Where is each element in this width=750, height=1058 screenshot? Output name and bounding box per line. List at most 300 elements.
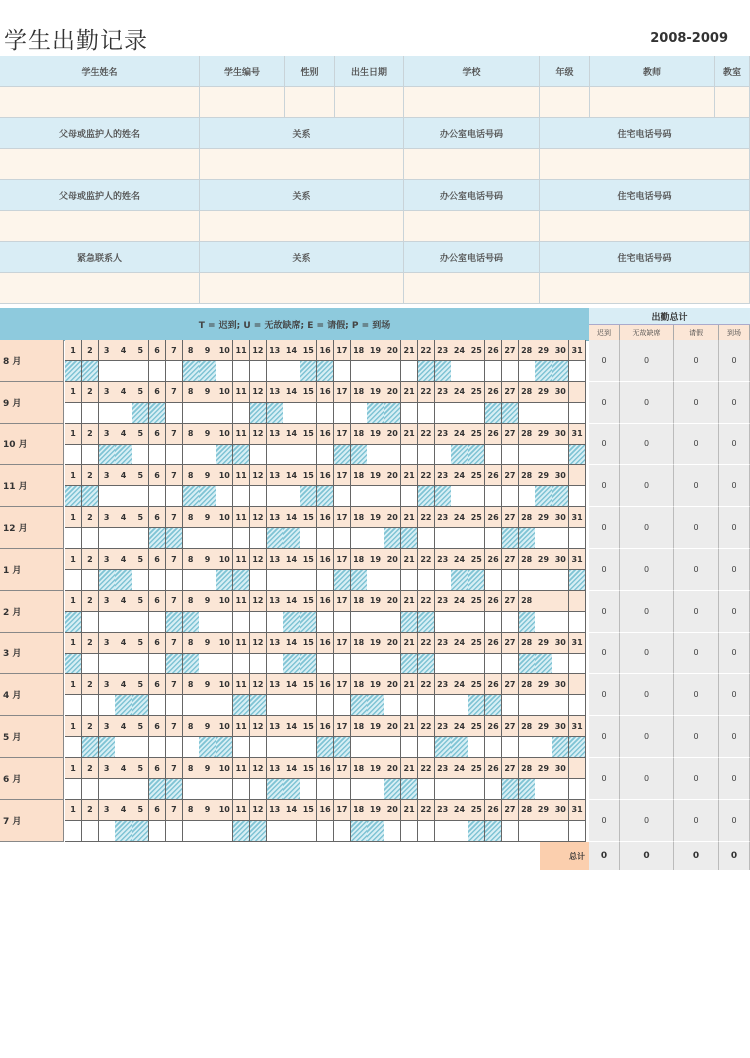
attendance-entry-cell[interactable] (502, 445, 519, 466)
day-number: 2 (82, 758, 99, 779)
attendance-entry-cell[interactable] (351, 361, 368, 382)
attendance-entry-cell[interactable] (132, 654, 149, 675)
attendance-entry-cell[interactable] (149, 486, 166, 507)
attendance-entry-cell[interactable] (132, 779, 149, 800)
info-value-field[interactable] (0, 273, 200, 304)
attendance-entry-cell[interactable] (199, 779, 216, 800)
attendance-entry-cell[interactable] (82, 779, 99, 800)
attendance-entry-cell[interactable] (149, 612, 166, 633)
attendance-entry-cell[interactable] (183, 695, 200, 716)
attendance-entry-cell[interactable] (519, 445, 536, 466)
attendance-entry-cell[interactable] (519, 361, 536, 382)
attendance-entry-cell[interactable] (351, 486, 368, 507)
attendance-entry-cell[interactable] (317, 403, 334, 424)
attendance-entry-cell[interactable] (317, 528, 334, 549)
attendance-entry-cell[interactable] (468, 612, 485, 633)
attendance-entry-cell[interactable] (99, 654, 116, 675)
attendance-entry-cell[interactable] (552, 821, 569, 842)
attendance-entry-cell[interactable] (367, 654, 384, 675)
attendance-entry-cell[interactable] (65, 570, 82, 591)
attendance-entry-cell[interactable] (485, 570, 502, 591)
attendance-entry-cell[interactable] (149, 821, 166, 842)
attendance-entry-cell[interactable] (519, 695, 536, 716)
attendance-entry-cell[interactable] (468, 486, 485, 507)
day-number: 10 (216, 800, 233, 821)
info-value-field[interactable] (200, 87, 285, 118)
attendance-entry-cell[interactable] (367, 486, 384, 507)
attendance-entry-cell[interactable] (283, 403, 300, 424)
attendance-entry-cell[interactable] (384, 445, 401, 466)
attendance-entry-cell[interactable] (351, 737, 368, 758)
info-value-field[interactable] (200, 273, 404, 304)
day-number: 6 (149, 507, 166, 528)
attendance-entry-cell[interactable] (115, 737, 132, 758)
info-value-field[interactable] (540, 149, 750, 180)
attendance-entry-cell[interactable] (216, 361, 233, 382)
attendance-entry-cell[interactable] (485, 779, 502, 800)
weekend-day-cell (115, 695, 132, 716)
attendance-entry-cell[interactable] (535, 528, 552, 549)
attendance-entry-cell[interactable] (468, 361, 485, 382)
attendance-entry-cell[interactable] (132, 445, 149, 466)
attendance-entry-cell[interactable] (334, 695, 351, 716)
day-number: 16 (317, 716, 334, 737)
attendance-entry-cell[interactable] (99, 528, 116, 549)
attendance-entry-cell[interactable] (451, 528, 468, 549)
attendance-entry-cell[interactable] (485, 486, 502, 507)
attendance-entry-cell[interactable] (99, 403, 116, 424)
attendance-entry-cell[interactable] (283, 361, 300, 382)
attendance-entry-cell[interactable] (384, 654, 401, 675)
attendance-entry-cell[interactable] (166, 361, 183, 382)
attendance-entry-cell[interactable] (149, 654, 166, 675)
attendance-entry-cell[interactable] (300, 737, 317, 758)
attendance-entry-cell[interactable] (65, 445, 82, 466)
attendance-entry-cell[interactable] (283, 445, 300, 466)
attendance-entry-cell[interactable] (166, 821, 183, 842)
attendance-entry-cell[interactable] (267, 695, 284, 716)
attendance-entry-cell[interactable] (535, 403, 552, 424)
attendance-entry-cell[interactable] (384, 570, 401, 591)
info-value-field[interactable] (335, 87, 404, 118)
info-value-field[interactable] (540, 211, 750, 242)
attendance-entry-cell[interactable] (183, 528, 200, 549)
day-number: 10 (216, 549, 233, 570)
attendance-entry-cell[interactable] (233, 779, 250, 800)
attendance-entry-cell[interactable] (166, 445, 183, 466)
attendance-entry-cell[interactable] (166, 570, 183, 591)
attendance-entry-cell[interactable] (250, 445, 267, 466)
attendance-entry-cell[interactable] (267, 445, 284, 466)
attendance-entry-cell[interactable] (535, 737, 552, 758)
attendance-entry-cell[interactable] (418, 821, 435, 842)
attendance-entry-cell[interactable] (82, 528, 99, 549)
attendance-entry-cell[interactable] (418, 528, 435, 549)
attendance-entry-cell[interactable] (233, 486, 250, 507)
info-value-field[interactable] (0, 87, 200, 118)
attendance-entry-cell[interactable] (99, 695, 116, 716)
attendance-entry-cell[interactable] (485, 612, 502, 633)
attendance-entry-cell[interactable] (65, 528, 82, 549)
attendance-entry-cell[interactable] (183, 737, 200, 758)
attendance-entry-cell[interactable] (283, 486, 300, 507)
attendance-entry-cell[interactable] (82, 695, 99, 716)
attendance-entry-cell[interactable] (485, 361, 502, 382)
attendance-entry-cell[interactable] (132, 528, 149, 549)
attendance-entry-cell[interactable] (334, 821, 351, 842)
attendance-entry-cell[interactable] (115, 528, 132, 549)
attendance-entry-cell[interactable] (132, 361, 149, 382)
attendance-entry-cell[interactable] (451, 361, 468, 382)
attendance-entry-cell[interactable] (334, 486, 351, 507)
attendance-entry-cell[interactable] (283, 695, 300, 716)
attendance-entry-cell[interactable] (451, 403, 468, 424)
attendance-entry-cell[interactable] (418, 779, 435, 800)
attendance-entry-cell[interactable] (65, 403, 82, 424)
attendance-entry-cell[interactable] (535, 821, 552, 842)
attendance-entry-cell[interactable] (451, 486, 468, 507)
attendance-entry-cell[interactable] (485, 654, 502, 675)
info-value-row (0, 273, 750, 304)
day-number: 3 (99, 800, 116, 821)
attendance-entry-cell[interactable] (485, 737, 502, 758)
attendance-entry-cell[interactable] (367, 361, 384, 382)
attendance-entry-cell[interactable] (401, 821, 418, 842)
attendance-entry-cell[interactable] (99, 779, 116, 800)
attendance-entry-cell[interactable] (300, 403, 317, 424)
attendance-entry-cell[interactable] (401, 445, 418, 466)
attendance-entry-cell[interactable] (384, 821, 401, 842)
attendance-entry-cell[interactable] (367, 737, 384, 758)
attendance-entry-cell[interactable] (384, 361, 401, 382)
attendance-entry-cell[interactable] (317, 695, 334, 716)
attendance-entry-cell[interactable] (435, 695, 452, 716)
attendance-entry-cell[interactable] (535, 570, 552, 591)
attendance-entry-cell[interactable] (552, 528, 569, 549)
attendance-entry-cell[interactable] (199, 612, 216, 633)
attendance-entry-cell[interactable] (183, 445, 200, 466)
attendance-entry-cell[interactable] (468, 654, 485, 675)
attendance-entry-cell[interactable] (216, 528, 233, 549)
info-value-field[interactable] (404, 149, 540, 180)
info-value-field[interactable] (0, 211, 200, 242)
attendance-entry-cell[interactable] (199, 528, 216, 549)
attendance-entry-cell[interactable] (502, 737, 519, 758)
attendance-entry-cell[interactable] (451, 821, 468, 842)
attendance-entry-cell[interactable] (468, 403, 485, 424)
attendance-entry-cell[interactable] (418, 403, 435, 424)
attendance-entry-cell[interactable] (519, 821, 536, 842)
attendance-entry-cell[interactable] (317, 654, 334, 675)
attendance-entry-cell[interactable] (367, 528, 384, 549)
attendance-entry-cell[interactable] (149, 570, 166, 591)
attendance-entry-cell[interactable] (317, 570, 334, 591)
attendance-entry-cell[interactable] (250, 361, 267, 382)
attendance-entry-cell[interactable] (351, 654, 368, 675)
attendance-entry-cell[interactable] (99, 612, 116, 633)
attendance-entry-cell[interactable] (351, 403, 368, 424)
attendance-entry-cell[interactable] (418, 737, 435, 758)
attendance-entry-cell[interactable] (435, 612, 452, 633)
attendance-entry-cell[interactable] (317, 612, 334, 633)
attendance-entry-cell[interactable] (250, 779, 267, 800)
attendance-entry-cell[interactable] (485, 528, 502, 549)
attendance-entry-cell[interactable] (569, 528, 586, 549)
attendance-entry-cell[interactable] (435, 779, 452, 800)
attendance-entry-cell[interactable] (300, 570, 317, 591)
attendance-entry-cell[interactable] (216, 486, 233, 507)
info-value-field[interactable] (540, 273, 750, 304)
attendance-entry-cell[interactable] (334, 779, 351, 800)
attendance-entry-cell[interactable] (250, 654, 267, 675)
attendance-entry-cell[interactable] (468, 737, 485, 758)
attendance-entry-cell[interactable] (435, 403, 452, 424)
attendance-entry-cell[interactable] (149, 695, 166, 716)
day-number: 13 (267, 424, 284, 445)
attendance-entry-cell[interactable] (149, 361, 166, 382)
attendance-entry-cell[interactable] (233, 654, 250, 675)
attendance-entry-cell[interactable] (115, 486, 132, 507)
attendance-entry-cell[interactable] (367, 612, 384, 633)
attendance-entry-cell[interactable] (267, 361, 284, 382)
day-number: 21 (401, 340, 418, 361)
attendance-entry-cell[interactable] (401, 737, 418, 758)
attendance-entry-cell[interactable] (451, 612, 468, 633)
attendance-entry-cell[interactable] (149, 737, 166, 758)
attendance-entry-cell[interactable] (451, 654, 468, 675)
attendance-entry-cell[interactable] (401, 570, 418, 591)
day-number: 9 (199, 382, 216, 403)
attendance-entry-cell[interactable] (283, 821, 300, 842)
attendance-entry-cell[interactable] (216, 403, 233, 424)
attendance-entry-cell[interactable] (149, 445, 166, 466)
attendance-entry-cell[interactable] (267, 486, 284, 507)
attendance-entry-cell[interactable] (300, 528, 317, 549)
attendance-entry-cell[interactable] (233, 612, 250, 633)
attendance-entry-cell[interactable] (183, 570, 200, 591)
attendance-entry-cell[interactable] (82, 570, 99, 591)
attendance-entry-cell[interactable] (317, 779, 334, 800)
attendance-entry-cell[interactable] (519, 403, 536, 424)
attendance-entry-cell[interactable] (65, 821, 82, 842)
info-value-field[interactable] (404, 273, 540, 304)
attendance-entry-cell[interactable] (384, 486, 401, 507)
info-value-field[interactable] (0, 149, 200, 180)
attendance-entry-cell[interactable] (334, 612, 351, 633)
attendance-entry-cell[interactable] (552, 403, 569, 424)
attendance-entry-cell[interactable] (267, 612, 284, 633)
attendance-entry-cell[interactable] (384, 737, 401, 758)
attendance-entry-cell[interactable] (65, 779, 82, 800)
attendance-entry-cell[interactable] (535, 695, 552, 716)
attendance-entry-cell[interactable] (115, 361, 132, 382)
attendance-entry-cell[interactable] (569, 821, 586, 842)
attendance-entry-cell[interactable] (115, 654, 132, 675)
attendance-entry-cell[interactable] (569, 654, 586, 675)
attendance-entry-cell[interactable] (132, 612, 149, 633)
attendance-entry-cell[interactable] (115, 779, 132, 800)
attendance-entry-cell[interactable] (317, 445, 334, 466)
attendance-entry-cell[interactable] (267, 654, 284, 675)
attendance-entry-cell[interactable] (468, 528, 485, 549)
attendance-entry-cell[interactable] (250, 486, 267, 507)
attendance-entry-cell[interactable] (99, 361, 116, 382)
attendance-entry-cell[interactable] (82, 821, 99, 842)
attendance-entry-cell[interactable] (334, 654, 351, 675)
info-value-field[interactable] (404, 87, 540, 118)
attendance-entry-cell[interactable] (199, 570, 216, 591)
attendance-entry-cell[interactable] (250, 612, 267, 633)
weekend-day-cell (199, 486, 216, 507)
attendance-entry-cell[interactable] (183, 821, 200, 842)
attendance-entry-cell[interactable] (552, 695, 569, 716)
attendance-entry-cell[interactable] (233, 361, 250, 382)
attendance-entry-cell[interactable] (132, 737, 149, 758)
attendance-entry-cell[interactable] (535, 445, 552, 466)
attendance-entry-cell[interactable] (82, 654, 99, 675)
attendance-entry-cell[interactable] (166, 486, 183, 507)
attendance-entry-cell[interactable] (115, 403, 132, 424)
attendance-entry-cell[interactable] (216, 695, 233, 716)
attendance-entry-cell[interactable] (267, 821, 284, 842)
attendance-entry-cell[interactable] (401, 486, 418, 507)
attendance-entry-cell[interactable] (435, 445, 452, 466)
attendance-entry-cell[interactable] (233, 528, 250, 549)
attendance-entry-cell[interactable] (451, 779, 468, 800)
attendance-entry-cell[interactable] (300, 779, 317, 800)
attendance-entry-cell[interactable] (384, 612, 401, 633)
attendance-entry-cell[interactable] (384, 695, 401, 716)
attendance-entry-cell[interactable] (82, 612, 99, 633)
attendance-entry-cell[interactable] (82, 403, 99, 424)
weekend-day-cell (216, 445, 233, 466)
attendance-entry-cell[interactable] (502, 361, 519, 382)
attendance-entry-cell[interactable] (435, 654, 452, 675)
attendance-entry-cell[interactable] (502, 486, 519, 507)
attendance-entry-cell[interactable] (401, 695, 418, 716)
attendance-entry-cell[interactable] (216, 612, 233, 633)
info-value-field[interactable] (200, 211, 404, 242)
attendance-entry-cell[interactable] (502, 612, 519, 633)
attendance-entry-cell[interactable] (351, 528, 368, 549)
attendance-entry-cell[interactable] (300, 445, 317, 466)
attendance-entry-cell[interactable] (418, 695, 435, 716)
attendance-entry-cell[interactable] (233, 737, 250, 758)
attendance-entry-cell[interactable] (166, 737, 183, 758)
attendance-entry-cell[interactable] (216, 779, 233, 800)
attendance-entry-cell[interactable] (250, 528, 267, 549)
attendance-entry-cell[interactable] (502, 570, 519, 591)
attendance-entry-cell[interactable] (132, 486, 149, 507)
day-number: 4 (115, 716, 132, 737)
attendance-entry-cell[interactable] (435, 821, 452, 842)
weekend-day-cell (233, 570, 250, 591)
attendance-entry-cell[interactable] (199, 403, 216, 424)
attendance-entry-cell[interactable] (569, 361, 586, 382)
attendance-entry-cell[interactable] (115, 612, 132, 633)
attendance-entry-cell[interactable] (283, 570, 300, 591)
attendance-entry-cell[interactable] (267, 570, 284, 591)
info-value-field[interactable] (404, 211, 540, 242)
attendance-entry-cell[interactable] (99, 821, 116, 842)
attendance-entry-cell[interactable] (132, 570, 149, 591)
attendance-entry-cell[interactable] (250, 570, 267, 591)
attendance-entry-cell[interactable] (233, 403, 250, 424)
attendance-entry-cell[interactable] (435, 528, 452, 549)
attendance-entry-cell[interactable] (367, 779, 384, 800)
weekend-day-cell (435, 361, 452, 382)
day-number: 5 (132, 800, 149, 821)
attendance-entry-cell[interactable] (502, 654, 519, 675)
attendance-entry-cell[interactable] (334, 361, 351, 382)
attendance-entry-cell[interactable] (468, 779, 485, 800)
attendance-entry-cell[interactable] (216, 654, 233, 675)
attendance-entry-cell[interactable] (300, 821, 317, 842)
attendance-entry-cell[interactable] (300, 695, 317, 716)
attendance-entry-cell[interactable] (535, 779, 552, 800)
attendance-entry-cell[interactable] (367, 445, 384, 466)
attendance-entry-cell[interactable] (418, 570, 435, 591)
attendance-entry-cell[interactable] (250, 737, 267, 758)
attendance-entry-cell[interactable] (519, 486, 536, 507)
attendance-entry-cell[interactable] (99, 486, 116, 507)
attendance-entry-cell[interactable] (183, 779, 200, 800)
attendance-entry-cell[interactable] (199, 445, 216, 466)
info-value-field[interactable] (200, 149, 404, 180)
attendance-entry-cell[interactable] (552, 779, 569, 800)
info-value-field[interactable] (590, 87, 715, 118)
attendance-entry-cell[interactable] (552, 654, 569, 675)
info-value-field[interactable] (540, 87, 590, 118)
attendance-entry-cell[interactable] (485, 445, 502, 466)
attendance-entry-cell[interactable] (367, 570, 384, 591)
attendance-entry-cell[interactable] (199, 695, 216, 716)
attendance-entry-cell[interactable] (435, 570, 452, 591)
attendance-entry-cell[interactable] (317, 821, 334, 842)
attendance-entry-cell[interactable] (552, 445, 569, 466)
attendance-entry-cell[interactable] (502, 821, 519, 842)
attendance-entry-cell[interactable] (519, 737, 536, 758)
attendance-entry-cell[interactable] (351, 612, 368, 633)
attendance-entry-cell[interactable] (519, 570, 536, 591)
attendance-entry-cell[interactable] (334, 528, 351, 549)
info-value-field[interactable] (715, 87, 750, 118)
attendance-entry-cell[interactable] (183, 403, 200, 424)
info-value-field[interactable] (285, 87, 335, 118)
attendance-entry-cell[interactable] (82, 445, 99, 466)
info-label-cell: 学生编号 (200, 56, 285, 87)
attendance-entry-cell[interactable] (451, 695, 468, 716)
attendance-entry-cell[interactable] (351, 779, 368, 800)
day-number: 28 (519, 507, 536, 528)
attendance-entry-cell[interactable] (401, 403, 418, 424)
attendance-entry-cell[interactable] (502, 695, 519, 716)
attendance-entry-cell[interactable] (334, 403, 351, 424)
attendance-entry-cell[interactable] (166, 695, 183, 716)
day-number: 7 (166, 591, 183, 612)
attendance-entry-cell[interactable] (401, 361, 418, 382)
attendance-entry-cell[interactable] (199, 654, 216, 675)
attendance-entry-cell[interactable] (216, 821, 233, 842)
attendance-entry-cell[interactable] (267, 737, 284, 758)
attendance-entry-cell[interactable] (418, 445, 435, 466)
attendance-entry-cell[interactable] (199, 821, 216, 842)
attendance-entry-cell[interactable] (166, 403, 183, 424)
attendance-entry-cell[interactable] (552, 570, 569, 591)
attendance-entry-cell[interactable] (65, 695, 82, 716)
attendance-entry-cell[interactable] (65, 737, 82, 758)
attendance-entry-cell[interactable] (283, 737, 300, 758)
